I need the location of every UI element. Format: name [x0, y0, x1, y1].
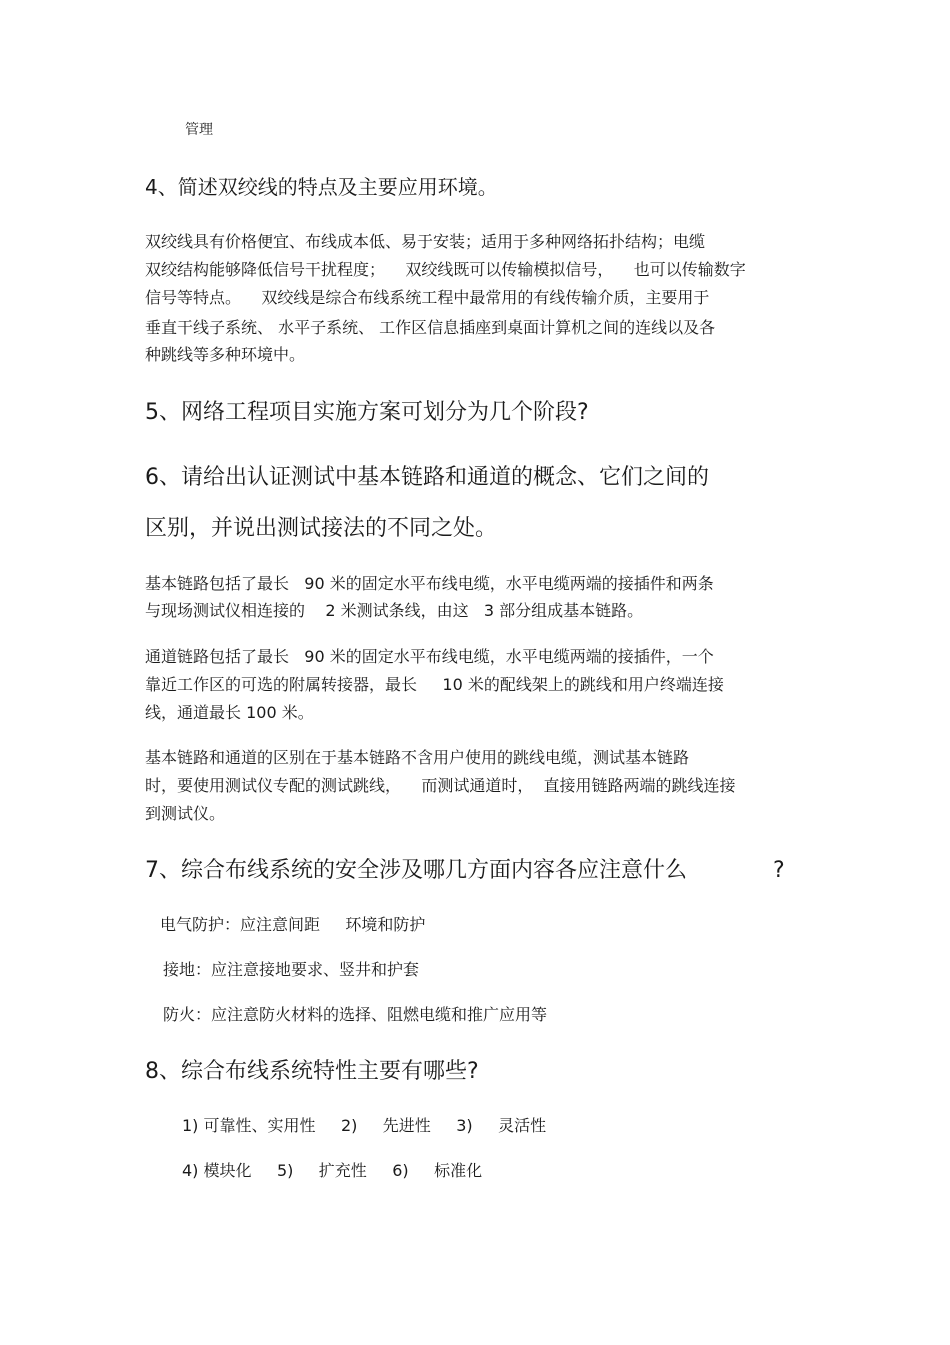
question-4-line: 双绞线具有价格便宜、布线成本低、易于安装；适用于多种网络拓扑结构；电缆 [145, 232, 706, 251]
channel-link-line: 通道链路包括了最长 90 米的固定水平布线电缆，水平电缆两端的接插件，一个 [145, 647, 714, 666]
channel-link-line: 靠近工作区的可选的附属转接器，最长 10 米的配线架上的跳线和用户终端连接 [145, 675, 724, 694]
question-5-title: 5、网络工程项目实施方案可划分为几个阶段? [145, 400, 589, 425]
question-7-title-mark: ? [773, 858, 785, 883]
safety-item-grounding: 接地：应注意接地要求、竖井和护套 [163, 960, 420, 979]
difference-line: 到测试仪。 [145, 804, 226, 823]
question-4-line: 双绞结构能够降低信号干扰程度； 双绞线既可以传输模拟信号， 也可以传输数字 [145, 260, 746, 279]
question-4-line: 垂直干线子系统、 水平子系统、 工作区信息插座到桌面计算机之间的连线以及各 [145, 318, 716, 337]
question-8-title: 8、综合布线系统特性主要有哪些? [145, 1059, 479, 1084]
question-7-title: 7、综合布线系统的安全涉及哪几方面内容各应注意什么 [145, 858, 687, 883]
difference-line: 时，要使用测试仪专配的测试跳线， 而测试通道时， 直接用链路两端的跳线连接 [145, 776, 736, 795]
basic-link-line: 基本链路包括了最长 90 米的固定水平布线电缆，水平电缆两端的接插件和两条 [145, 574, 714, 593]
feature-line: 4) 模块化 5) 扩充性 6) 标准化 [182, 1161, 483, 1180]
feature-line: 1) 可靠性、实用性 2) 先进性 3) 灵活性 [182, 1116, 547, 1135]
question-4-title: 4、简述双绞线的特点及主要应用环境。 [145, 175, 498, 199]
question-6-title-line1: 6、请给出认证测试中基本链路和通道的概念、它们之间的 [145, 465, 709, 490]
safety-item-fire: 防火：应注意防火材料的选择、阻燃电缆和推广应用等 [163, 1005, 548, 1024]
channel-link-line: 线，通道最长 100 米。 [145, 703, 314, 722]
safety-item-electrical: 电气防护：应注意间距 环境和防护 [160, 915, 426, 934]
question-4-line: 信号等特点。 双绞线是综合布线系统工程中最常用的有线传输介质，主要用于 [145, 288, 710, 307]
basic-link-line: 与现场测试仪相连接的 2 米测试条线，由这 3 部分组成基本链路。 [145, 601, 644, 620]
header-fragment: 管理 [185, 122, 213, 138]
question-6-title-line2: 区别，并说出测试接法的不同之处。 [145, 516, 498, 541]
difference-line: 基本链路和通道的区别在于基本链路不含用户使用的跳线电缆，测试基本链路 [145, 748, 690, 767]
question-4-line: 种跳线等多种环境中。 [145, 345, 306, 364]
